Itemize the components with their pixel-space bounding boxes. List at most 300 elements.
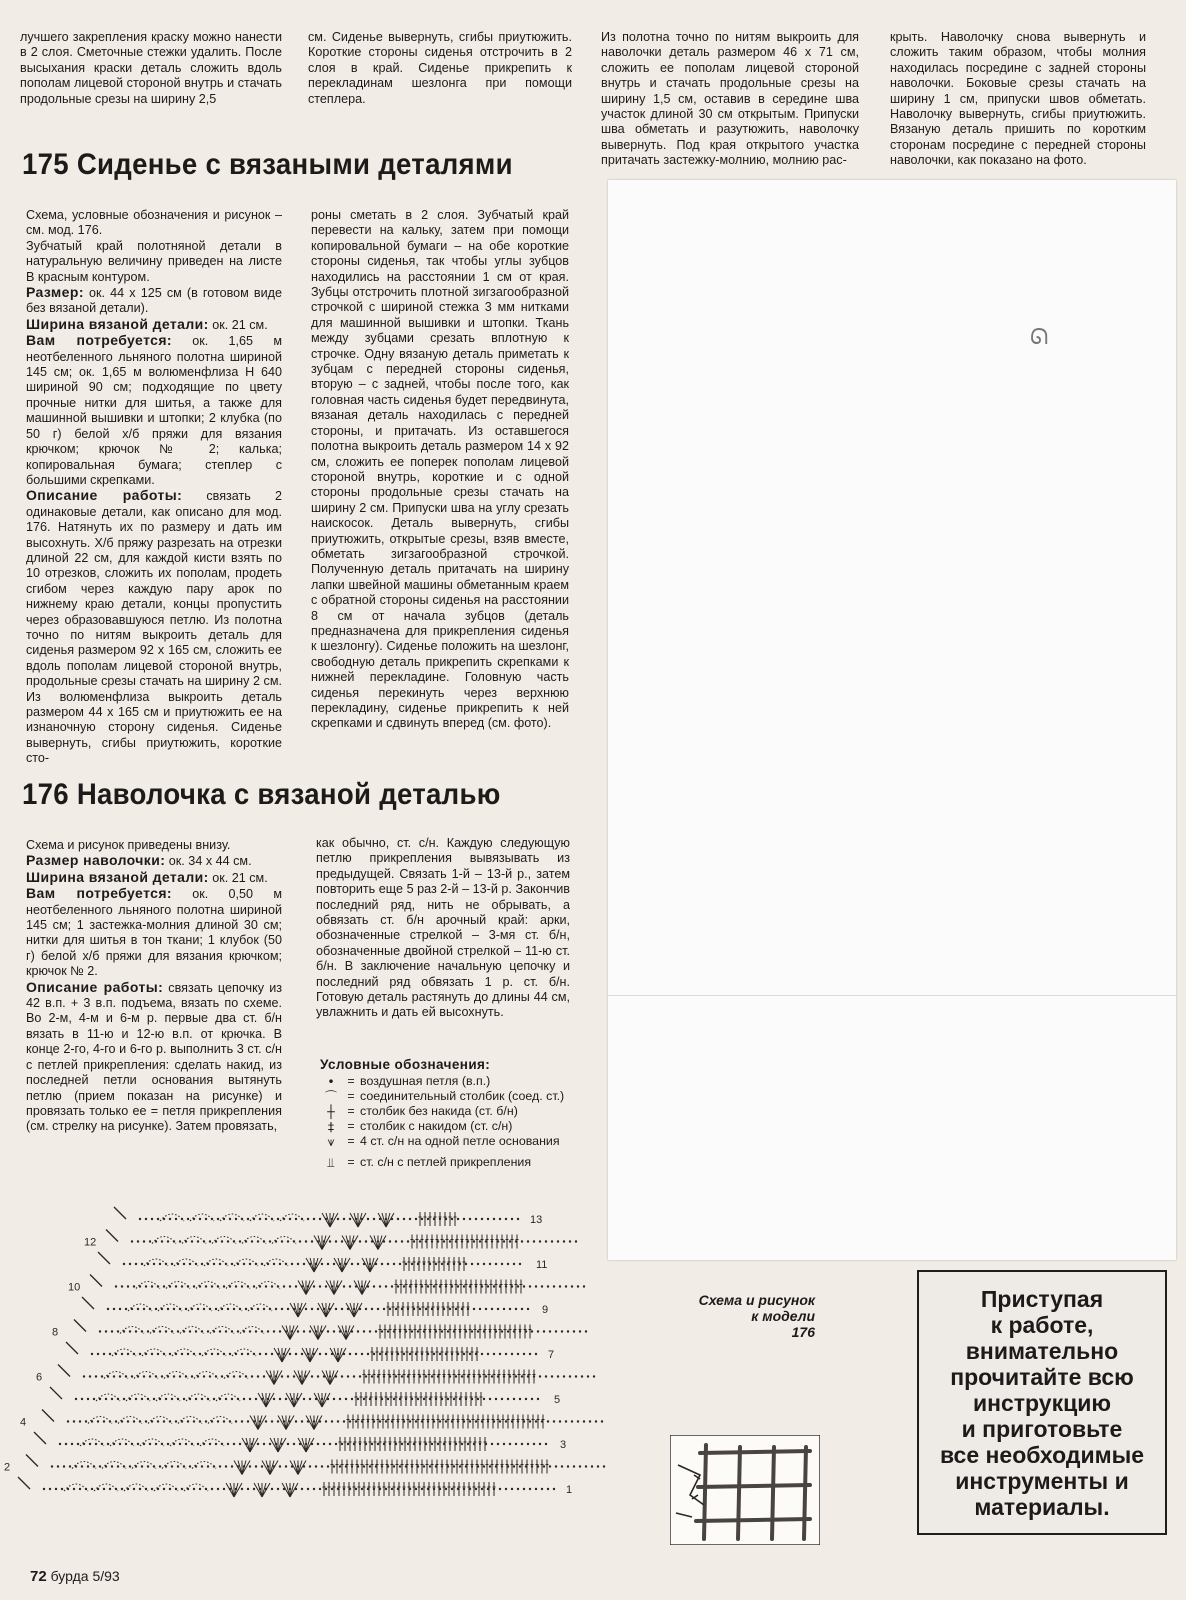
fan-stitch (298, 1303, 306, 1317)
chain-stitch (509, 1240, 511, 1242)
chain-stitch (603, 1465, 605, 1467)
chain-stitch (51, 1465, 53, 1467)
legend-row: • = воздушная петля (в.п.) (320, 1074, 585, 1089)
chain-stitch (213, 1263, 215, 1265)
chain-stitch (349, 1420, 351, 1422)
chain-stitch (111, 1330, 113, 1332)
chain-stitch (321, 1263, 323, 1265)
chain-stitch (475, 1218, 477, 1220)
chain-stitch (259, 1218, 261, 1220)
chain-stitch (195, 1398, 197, 1400)
chain-stitch (441, 1330, 443, 1332)
chain-stitch (57, 1465, 59, 1467)
chain-stitch (231, 1398, 233, 1400)
chain-stitch (339, 1398, 341, 1400)
single-crochet-icon: ┼ (327, 1104, 335, 1119)
chain-stitch (121, 1353, 123, 1355)
chain-stitch (243, 1398, 245, 1400)
chain-stitch (251, 1240, 253, 1242)
chain-stitch (197, 1308, 199, 1310)
chain-stitch (105, 1398, 107, 1400)
chain-stitch (217, 1488, 219, 1490)
chain-stitch (103, 1488, 105, 1490)
chain-stitch (99, 1465, 101, 1467)
fan-stitch (370, 1258, 378, 1272)
chain-stitch (525, 1398, 527, 1400)
chain-stitch (319, 1353, 321, 1355)
row-number: 5 (554, 1394, 561, 1406)
chain-stitch (251, 1375, 253, 1377)
chain-stitch (191, 1375, 193, 1377)
chain-stitch (515, 1375, 517, 1377)
chain-stitch (565, 1285, 567, 1287)
chain-stitch (335, 1443, 337, 1445)
fan-stitch (306, 1281, 314, 1295)
chain-stitch (463, 1285, 465, 1287)
chain-stitch (209, 1375, 211, 1377)
chain-stitch (429, 1465, 431, 1467)
chain-stitch (573, 1330, 575, 1332)
chain-stitch (331, 1420, 333, 1422)
chain-stitch (395, 1308, 397, 1310)
top-col-2: см. Сиденье вывернуть, сгибы приутюжить. Короткие стороны сиденья отстрочить в 2 слоя в край. Сиденье прикрепить к перекладинам шезлонга при помощи степлера. (308, 30, 572, 106)
fan-stitch (314, 1258, 318, 1272)
fan-stitch (290, 1303, 298, 1317)
chain-stitch (439, 1420, 441, 1422)
fan-stitch (338, 1348, 346, 1362)
chain-stitch (145, 1218, 147, 1220)
fan-stitch-icon: ⩛ (327, 1134, 335, 1149)
chain-stitch (81, 1398, 83, 1400)
fan-stitch (358, 1213, 366, 1227)
chain-stitch (133, 1488, 135, 1490)
chain-stitch (141, 1465, 143, 1467)
chain-stitch (111, 1398, 113, 1400)
chain-stitch (227, 1308, 229, 1310)
chain-stitch (333, 1465, 335, 1467)
chain-stitch (267, 1330, 269, 1332)
double-crochet-icon: ‡ (327, 1119, 335, 1134)
chain-stitch (539, 1443, 541, 1445)
chain-stitch (119, 1375, 121, 1377)
chain-stitch (327, 1330, 329, 1332)
chain-stitch (409, 1353, 411, 1355)
chain-stitch (217, 1218, 219, 1220)
chain-stitch (589, 1420, 591, 1422)
chain-stitch (343, 1218, 345, 1220)
chain-stitch (361, 1353, 363, 1355)
chain-stitch (463, 1353, 465, 1355)
chain-stitch (241, 1353, 243, 1355)
fan-stitch (234, 1483, 238, 1497)
chain-stitch (417, 1330, 419, 1332)
chain-stitch (557, 1375, 559, 1377)
chain-stitch (515, 1308, 517, 1310)
chain-stitch (159, 1465, 161, 1467)
chain-stitch (375, 1330, 377, 1332)
chain-stitch (117, 1465, 119, 1467)
fan-stitch (302, 1348, 310, 1362)
chain-stitch (231, 1263, 233, 1265)
chain-stitch (357, 1263, 359, 1265)
instruction-callout: Приступая к работе, внимательно прочитайте всю инструкцию и приготовьте все необходимые инструменты и материалы. (917, 1270, 1167, 1535)
chain-stitch (453, 1398, 455, 1400)
chain-stitch (291, 1263, 293, 1265)
fan-stitch (250, 1438, 254, 1452)
chain-stitch (445, 1488, 447, 1490)
arrow-icon (106, 1230, 118, 1242)
chain-stitch (187, 1218, 189, 1220)
fan-stitch (298, 1438, 306, 1452)
chain-stitch (517, 1285, 519, 1287)
chain-stitch (357, 1398, 359, 1400)
chain-stitch (269, 1240, 271, 1242)
chain-stitch (455, 1308, 457, 1310)
chain-stitch (151, 1353, 153, 1355)
chain-stitch (115, 1285, 117, 1287)
chain-stitch (401, 1443, 403, 1445)
chain-stitch (325, 1420, 327, 1422)
chain-stitch (257, 1443, 259, 1445)
chain-stitch (497, 1308, 499, 1310)
chain-stitch (523, 1488, 525, 1490)
chain-stitch (189, 1465, 191, 1467)
chain-stitch (527, 1240, 529, 1242)
legend-row: ┼ = столбик без накида (ст. б/н) (320, 1104, 585, 1119)
chain-stitch (307, 1488, 309, 1490)
chain-stitch (147, 1330, 149, 1332)
chain-stitch (121, 1488, 123, 1490)
chain-stitch (175, 1285, 177, 1287)
chain-stitch (327, 1465, 329, 1467)
chain-stitch (481, 1353, 483, 1355)
chain-stitch (149, 1375, 151, 1377)
chain-stitch (477, 1398, 479, 1400)
chain-stitch (395, 1240, 397, 1242)
chain-stitch (145, 1420, 147, 1422)
chain-stitch (379, 1285, 381, 1287)
chain-stitch (479, 1240, 481, 1242)
chain-stitch (559, 1285, 561, 1287)
chain-stitch (517, 1488, 519, 1490)
chain-stitch (393, 1465, 395, 1467)
fan-stitch (314, 1326, 318, 1340)
fan-stitch (306, 1281, 310, 1295)
chain-stitch (249, 1263, 251, 1265)
chain-stitch (279, 1330, 281, 1332)
chain-stitch (313, 1488, 315, 1490)
chain-stitch (457, 1218, 459, 1220)
chain-stitch (151, 1218, 153, 1220)
chain-stitch (365, 1375, 367, 1377)
chain-stitch (415, 1218, 417, 1220)
chain-stitch (173, 1308, 175, 1310)
chain-stitch (499, 1488, 501, 1490)
chain-stitch (577, 1420, 579, 1422)
chain-stitch (269, 1443, 271, 1445)
chain-stitch (531, 1330, 533, 1332)
chain-stitch (333, 1398, 335, 1400)
chain-stitch (535, 1353, 537, 1355)
chain-stitch (475, 1420, 477, 1422)
heading-176: 176 Наволочка с вязаной деталью (22, 778, 501, 811)
chain-stitch (313, 1285, 315, 1287)
top-col-3: Из полотна точно по нитям выкроить для наволочки деталь размером 46 x 71 см, сложить ее пополам лицевой стороной внутрь и стачать продольные срезы на ширину 1,5 см, оставив в середине шва участок длиной 30 см открытым. Припуски шва обметать и разутюжить, наволочку вывернуть. Под края открытого участка притачать застежку-молнию, молнию рас- (601, 30, 859, 168)
chain-stitch (533, 1443, 535, 1445)
chain-stitch (199, 1218, 201, 1220)
chain-stitch (233, 1375, 235, 1377)
chain-stitch (555, 1330, 557, 1332)
chain-stitch (487, 1285, 489, 1287)
row-number: 8 (52, 1326, 59, 1339)
fan-stitch (322, 1371, 330, 1385)
chain-stitch (367, 1353, 369, 1355)
chain-stitch (241, 1420, 243, 1422)
chain-stitch (257, 1375, 259, 1377)
chain-stitch (301, 1488, 303, 1490)
slip-stitch-icon: ⌒ (324, 1089, 338, 1104)
chain-stitch (507, 1398, 509, 1400)
fan-stitch (294, 1371, 302, 1385)
chain-stitch (381, 1263, 383, 1265)
chain-stitch (149, 1240, 151, 1242)
chain-stitch (161, 1375, 163, 1377)
chain-stitch (91, 1353, 93, 1355)
chain-stitch (483, 1465, 485, 1467)
chain-stitch (499, 1218, 501, 1220)
row-number: 11 (536, 1259, 548, 1271)
row-number: 7 (548, 1349, 555, 1361)
fan-stitch (258, 1483, 262, 1497)
chain-stitch (177, 1330, 179, 1332)
chain-stitch (191, 1240, 193, 1242)
chain-stitch (317, 1375, 319, 1377)
chain-stitch (199, 1353, 201, 1355)
chain-stitch (259, 1353, 261, 1355)
fan-stitch (318, 1326, 326, 1340)
chain-stitch (487, 1353, 489, 1355)
chain-stitch (179, 1443, 181, 1445)
chain-stitch (179, 1240, 181, 1242)
chain-stitch (371, 1375, 373, 1377)
chain-stitch (401, 1375, 403, 1377)
fan-stitch (378, 1213, 386, 1227)
chain-stitch (547, 1285, 549, 1287)
chain-stitch (149, 1443, 151, 1445)
chain-stitch (337, 1218, 339, 1220)
chain-stitch (109, 1488, 111, 1490)
chain-stitch (381, 1330, 383, 1332)
chain-stitch (89, 1443, 91, 1445)
chain-stitch (319, 1488, 321, 1490)
chain-stitch (431, 1375, 433, 1377)
chain-stitch (341, 1308, 343, 1310)
chain-stitch (373, 1353, 375, 1355)
chain-stitch (129, 1263, 131, 1265)
chain-stitch (163, 1488, 165, 1490)
chain-stitch (141, 1398, 143, 1400)
chain-stitch (287, 1375, 289, 1377)
chain-stitch (271, 1353, 273, 1355)
chain-stitch (155, 1443, 157, 1445)
paper-fold-line (608, 995, 1176, 996)
fan-stitch (262, 1461, 270, 1475)
row-number: 13 (530, 1214, 543, 1226)
chain-stitch (287, 1443, 289, 1445)
chain-stitch (583, 1285, 585, 1287)
chain-stitch (139, 1353, 141, 1355)
chain-stitch (185, 1308, 187, 1310)
chain-stitch (389, 1240, 391, 1242)
chain-stitch (177, 1465, 179, 1467)
chain-stitch (545, 1443, 547, 1445)
fan-stitch (386, 1213, 394, 1227)
chain-stitch (487, 1218, 489, 1220)
chain-stitch (227, 1240, 229, 1242)
chain-stitch (55, 1488, 57, 1490)
chain-stitch (239, 1443, 241, 1445)
chain-stitch (263, 1308, 265, 1310)
chain-stitch (561, 1465, 563, 1467)
section176-col-2: как обычно, ст. с/н. Каждую следующую петлю прикрепления вывязывать из предыдущей. Связать 1-й – 13-й р., затем повторить еще 5 раз 2-й – 13-й р. Закончив последний ряд, нить не обрывать, а обвязать ст. б/н арочный край: арки, обозначенные стрелкой – 3-мя ст. б/н, обозначенные двойной стрелкой – 11-ю ст. б/н. В заключение начальную цепочку и последний ряд обвязать 1 р. ст. б/н. Готовую деталь растянуть до длины 44 см, увлажнить и дать ей высохнуть. (316, 836, 570, 1020)
chain-stitch (65, 1443, 67, 1445)
chain-stitch (305, 1308, 307, 1310)
chain-stitch (91, 1488, 93, 1490)
chain-stitch (135, 1398, 137, 1400)
arrow-icon (26, 1455, 38, 1467)
chain-stitch (519, 1263, 521, 1265)
chain-stitch (249, 1398, 251, 1400)
chain-stitch (173, 1375, 175, 1377)
chain-stitch (235, 1285, 237, 1287)
chain-stitch (527, 1308, 529, 1310)
chain-stitch (397, 1218, 399, 1220)
chain-stitch (521, 1240, 523, 1242)
chain-stitch (235, 1218, 237, 1220)
chain-stitch (167, 1240, 169, 1242)
chain-stitch (333, 1330, 335, 1332)
fan-stitch (354, 1213, 358, 1227)
chain-stitch (503, 1308, 505, 1310)
chain-stitch (557, 1240, 559, 1242)
chain-stitch (479, 1308, 481, 1310)
chain-stitch (419, 1240, 421, 1242)
chain-stitch (409, 1420, 411, 1422)
fan-stitch (306, 1438, 314, 1452)
chain-stitch (219, 1465, 221, 1467)
chain-stitch (341, 1375, 343, 1377)
chain-stitch (585, 1465, 587, 1467)
chain-stitch (205, 1285, 207, 1287)
fan-stitch (342, 1258, 350, 1272)
chain-stitch (593, 1375, 595, 1377)
chain-stitch (309, 1465, 311, 1467)
chain-stitch (247, 1420, 249, 1422)
chain-stitch (465, 1263, 467, 1265)
chain-stitch (209, 1240, 211, 1242)
chain-stitch (315, 1465, 317, 1467)
arrow-icon (114, 1207, 126, 1219)
chain-stitch (163, 1285, 165, 1287)
fan-stitch (242, 1438, 250, 1452)
chain-stitch (285, 1465, 287, 1467)
chain-stitch (335, 1240, 337, 1242)
fan-stitch (282, 1348, 286, 1362)
chain-stitch (319, 1218, 321, 1220)
chain-stitch (289, 1218, 291, 1220)
chain-stitch (279, 1263, 281, 1265)
chain-stitch (567, 1330, 569, 1332)
chain-stitch (501, 1330, 503, 1332)
technique-illustration (670, 1435, 820, 1545)
chain-stitch (137, 1443, 139, 1445)
chain-stitch (293, 1375, 295, 1377)
arrow-icon (98, 1252, 110, 1264)
arrow-icon (58, 1365, 70, 1377)
chain-stitch (241, 1488, 243, 1490)
fan-stitch (234, 1461, 242, 1475)
chain-stitch (307, 1218, 309, 1220)
chain-stitch (489, 1398, 491, 1400)
chain-stitch (175, 1420, 177, 1422)
fan-stitch (250, 1438, 258, 1452)
chain-stitch (391, 1488, 393, 1490)
chain-stitch (499, 1420, 501, 1422)
chain-stitch (339, 1465, 341, 1467)
chain-stitch (373, 1218, 375, 1220)
fan-stitch (266, 1461, 270, 1475)
chain-stitch (193, 1488, 195, 1490)
chain-stitch (227, 1443, 229, 1445)
chain-stitch (377, 1443, 379, 1445)
chain-stitch (493, 1353, 495, 1355)
chain-stitch (505, 1488, 507, 1490)
chain-stitch (211, 1488, 213, 1490)
chain-stitch (529, 1353, 531, 1355)
chain-stitch (543, 1330, 545, 1332)
chain-stitch (551, 1240, 553, 1242)
chain-stitch (553, 1420, 555, 1422)
chain-stitch (287, 1240, 289, 1242)
fan-stitch (282, 1483, 290, 1497)
chain-stitch (533, 1240, 535, 1242)
arrow-icon (90, 1275, 102, 1287)
fan-stitch (370, 1236, 378, 1250)
chain-stitch (97, 1353, 99, 1355)
fan-stitch (346, 1326, 354, 1340)
chain-stitch (225, 1330, 227, 1332)
chain-stitch (365, 1308, 367, 1310)
chain-stitch (425, 1375, 427, 1377)
chain-stitch (547, 1420, 549, 1422)
chain-stitch (523, 1285, 525, 1287)
chain-stitch (507, 1263, 509, 1265)
chain-stitch (217, 1420, 219, 1422)
chain-stitch (355, 1488, 357, 1490)
chain-stitch (515, 1443, 517, 1445)
fan-stitch (330, 1213, 334, 1227)
section175-col-2: роны сметать в 2 слоя. Зубчатый край перевести на кальку, затем при помощи копировальной бумаги – на обе короткие стороны сиденья, так чтобы углы зубцов находились на расстоянии 1 см от края. Зубцы отстрочить плотной зигзагообразной строчкой с шириной стежка 3 мм нитками для машинной вышивки и штопки. Ткань между зубцами срезать вплотную к строчке. Одну вязаную деталь приметать к зубцам с передней стороны сиденья, вторую – с задней, чтобы после того, как головная часть сиденья будет передвинута, вязаная деталь находилась с передней стороны, и притачать. Из оставшегося полотна выкроить деталь размером 14 x 92 см, сложить ее поперек пополам лицевой стороной внутрь, короткие и с одной стороны продольные срезы стачать на ширину 2 см. Припуски шва на углу срезать наискосок. Деталь вывернуть, сгибы приутюжить, открытые срезы, взяв вместе, обметать зигзагообразной строчкой. Полученную деталь притачать на ширину лапки швейной машины обметанным краем с обратной стороны сиденья на расстоянии 8 см от начала зубцов (деталь предназначена для прикрепления сиденья к шезлонгу). Сиденье положить на шезлонг, свободную деталь прикрепить скрепками к нижней перекладине. Головную часть сиденья перекинуть через верхнюю перекладину, сиденье прикрепить к ней скрепками и сдвинуть вперед (см. фото). (311, 208, 569, 731)
fan-stitch (258, 1393, 266, 1407)
chain-stitch (221, 1375, 223, 1377)
fan-stitch (282, 1348, 290, 1362)
chain-stitch (363, 1465, 365, 1467)
chain-stitch (119, 1308, 121, 1310)
fan-stitch (346, 1303, 354, 1317)
chain-stitch (211, 1353, 213, 1355)
chain-stitch (195, 1330, 197, 1332)
chain-stitch (385, 1488, 387, 1490)
